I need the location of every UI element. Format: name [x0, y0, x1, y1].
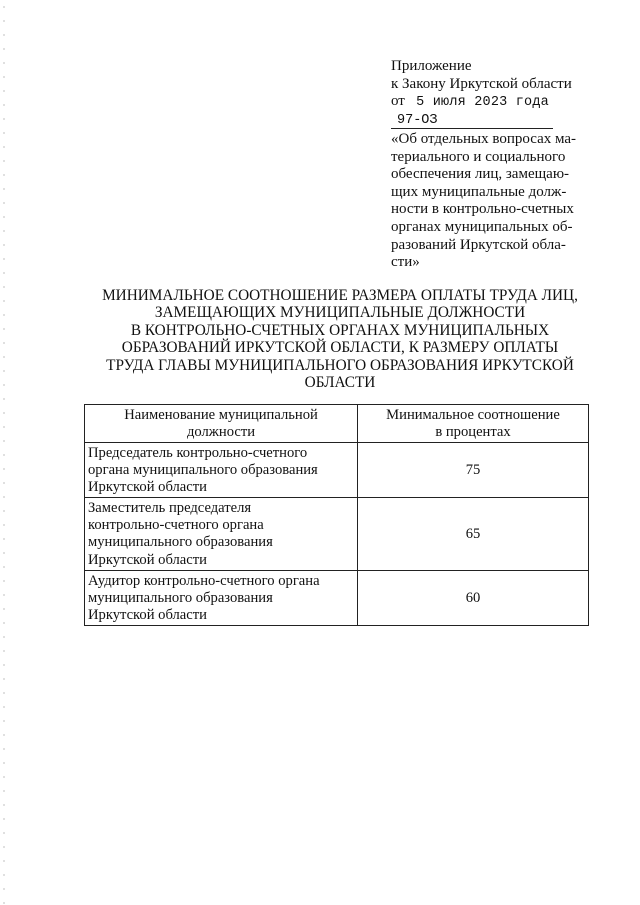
position-cell: Аудитор контрольно-счетного органа муниципального образования Иркутской области [85, 571, 358, 626]
title-line: ОБРАЗОВАНИЙ ИРКУТСКОЙ ОБЛАСТИ, К РАЗМЕРУ ОПЛАТЫ [121, 339, 559, 357]
subject-line: сти» [391, 254, 420, 271]
appendix-date-prefix: от [391, 93, 405, 109]
law-subject [391, 131, 589, 272]
table-row [85, 443, 589, 498]
table-row [85, 498, 589, 571]
table-row [85, 571, 589, 626]
document-title [90, 287, 590, 391]
appendix-law-number: 97-ОЗ [397, 112, 438, 128]
ratio-cell: 60 [358, 571, 589, 626]
subject-line: разований Иркутской обла- [391, 236, 566, 253]
title-line: В КОНТРОЛЬНО-СЧЕТНЫХ ОРГАНАХ МУНИЦИПАЛЬНЫХ [130, 321, 550, 339]
subject-line: ности в контрольно-счетных [391, 201, 574, 218]
subject-line: органах муниципальных об- [391, 218, 573, 235]
appendix-date-line [391, 93, 611, 112]
subject-line: щих муниципальные долж- [391, 183, 567, 200]
subject-line: обеспечения лиц, замещаю- [391, 166, 570, 183]
header-position: Наименование муниципальной должности [85, 405, 358, 443]
position-cell: Заместитель председателя контрольно-счетного органа муниципального образования Иркутской области [85, 498, 358, 571]
title-line: ЗАМЕЩАЮЩИХ МУНИЦИПАЛЬНЫЕ ДОЛЖНОСТИ [154, 304, 526, 322]
title-line: ТРУДА ГЛАВЫ МУНИЦИПАЛЬНОГО ОБРАЗОВАНИЯ ИРКУТСКОЙ [106, 356, 574, 374]
title-line: ОБЛАСТИ [304, 374, 376, 392]
subject-line: териального и социального [391, 148, 566, 165]
appendix-label: Приложение [391, 58, 472, 74]
subject-line: «Об отдельных вопросах ма- [391, 131, 577, 147]
appendix-divider [391, 128, 553, 129]
position-cell: Председатель контрольно-счетного органа муниципального образования Иркутской области [85, 443, 358, 498]
appendix-block [391, 58, 611, 129]
table-header-row [85, 405, 589, 443]
ratio-cell: 65 [358, 498, 589, 571]
title-line: МИНИМАЛЬНОЕ СООТНОШЕНИЕ РАЗМЕРА ОПЛАТЫ ТРУДА ЛИЦ, [102, 287, 578, 304]
scan-edge-marks [3, 0, 5, 905]
salary-ratio-table [84, 404, 589, 626]
appendix-date: 5 июля 2023 года [416, 95, 549, 110]
ratio-cell: 75 [358, 443, 589, 498]
header-ratio: Минимальное соотношение в процентах [358, 405, 589, 443]
appendix-law-reference: к Закону Иркутской области [391, 75, 572, 92]
